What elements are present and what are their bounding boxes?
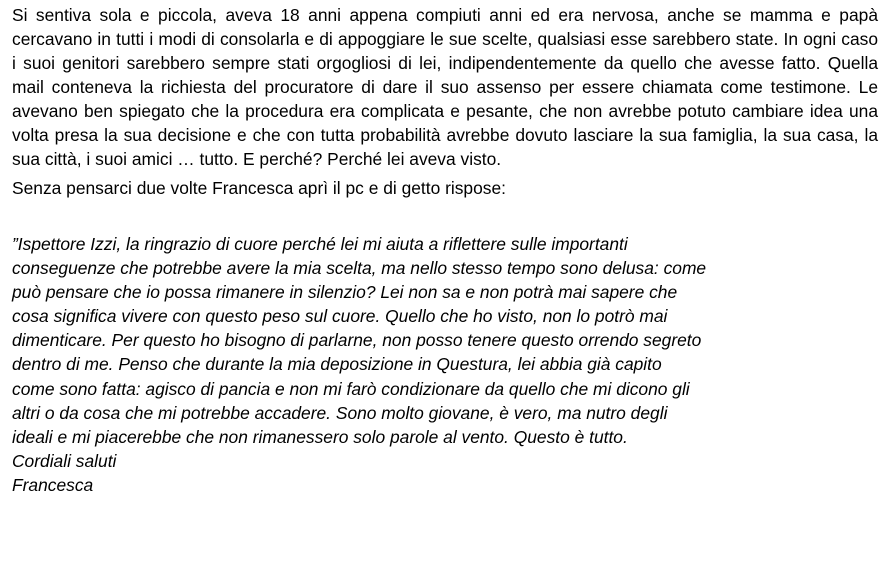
narrative-paragraph: Si sentiva sola e piccola, aveva 18 anni appena compiuti anni ed era nervosa, anche se mamma e papà cercavano in tutti i modi di consolarla e di appoggiare le sue scelte, qualsiasi esse sarebbero state. In ogni caso i suoi genitori sarebbero sempre stati orgogliosi di lei, indipendentemente da quello che avesse fatto. Quella mail conteneva la richiesta del procuratore di dare il suo assenso per essere chiamata come testimone. Le avevano ben spiegato che la procedura era complicata e pesante, che non avrebbe potuto cambiare idea una volta presa la sua decisione e che con tutta probabilità avrebbe dovuto lasciare la sua famiglia, la sua casa, la sua città, i suoi amici … tutto. E perché? Perché lei aveva visto. [12, 5, 878, 169]
letter-line: come sono fatta: agisco di pancia e non mi farò condizionare da quello che mi dicono gli [12, 378, 690, 399]
letter-line: dentro di me. Penso che durante la mia deposizione in Questura, lei abbia già capito [12, 354, 662, 375]
letter-line: dimenticare. Per questo ho bisogno di parlarne, non posso tenere questo orrendo segreto [12, 330, 702, 351]
letter-closing: Cordiali saluti [12, 450, 117, 471]
letter-line: altri o da cosa che mi potrebbe accadere. Sono molto giovane, è vero, ma nutro degli [12, 402, 668, 423]
letter-line: ”Ispettore Izzi, la ringrazio di cuore perché lei mi aiuta a riflettere sulle importanti [12, 234, 628, 254]
letter-signature: Francesca [12, 474, 94, 495]
letter-line: ideali e mi piacerebbe che non rimanessero solo parole al vento. Questo è tutto. [12, 426, 628, 447]
letter-line: cosa significa vivere con questo peso sul cuore. Quello che ho visto, non lo potrò mai [12, 306, 668, 327]
document-page [12, 0, 878, 497]
letter-body [12, 232, 878, 497]
intro-line: Senza pensarci due volte Francesca aprì il pc e di getto rispose: [12, 178, 506, 198]
letter-line: conseguenze che potrebbe avere la mia scelta, ma nello stesso tempo sono delusa: come [12, 258, 707, 279]
letter-line: può pensare che io possa rimanere in silenzio? Lei non sa e non potrà mai sapere che [12, 282, 678, 303]
